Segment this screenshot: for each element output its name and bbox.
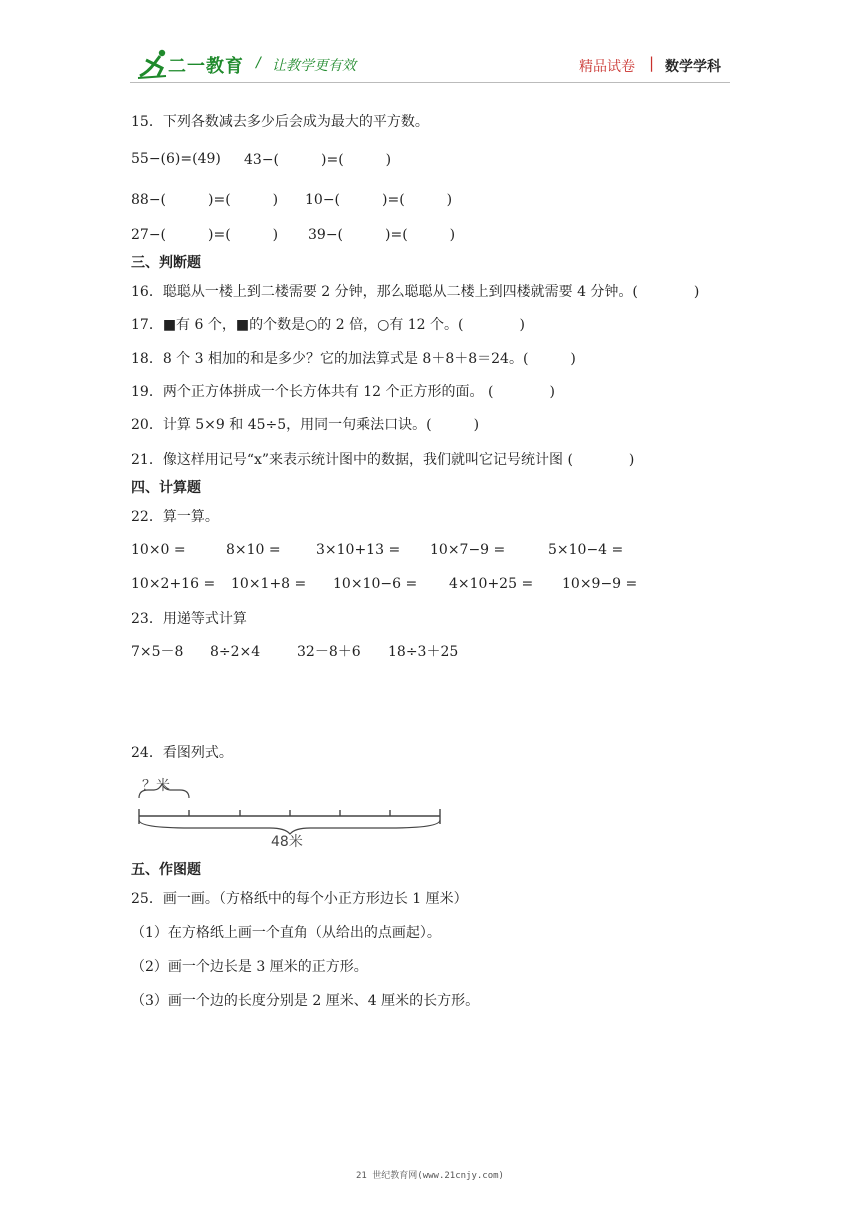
q22-r1-c1: 10×0 = bbox=[131, 542, 186, 558]
q18: 18．8 个 3 相加的和是多少？它的加法算式是 8＋8＋8＝24。( ) bbox=[131, 351, 576, 367]
q15-row2-a: 88−( )=( ) bbox=[131, 192, 279, 208]
page-header bbox=[0, 0, 860, 90]
header-divider bbox=[130, 82, 730, 83]
q22-r1-c3: 3×10+13 = bbox=[316, 542, 401, 558]
q22-title: 22．算一算。 bbox=[131, 509, 219, 525]
q23-item-3: 32－8＋6 bbox=[297, 644, 361, 660]
section-4-heading: 四、计算题 bbox=[131, 480, 201, 496]
q24-title: 24．看图列式。 bbox=[131, 745, 233, 761]
q25-part-3: （3）画一个边的长度分别是 2 厘米、4 厘米的长方形。 bbox=[131, 993, 480, 1009]
q15-row1-a: 55−(6)=(49) bbox=[131, 151, 221, 167]
q20: 20．计算 5×9 和 45÷5，用同一句乘法口诀。( ) bbox=[131, 417, 480, 433]
header-label-subject: 数学学科 bbox=[665, 59, 721, 75]
q25-part-2: （2）画一个边长是 3 厘米的正方形。 bbox=[131, 959, 368, 975]
q25-title: 25．画一画。（方格纸中的每个小正方形边长 1 厘米） bbox=[131, 891, 468, 907]
q17: 17．■有 6 个，■的个数是○的 2 倍，○有 12 个。( ) bbox=[131, 317, 525, 333]
section-5-heading: 五、作图题 bbox=[131, 862, 201, 878]
q23-item-2: 8÷2×4 bbox=[210, 644, 261, 660]
q22-r2-c4: 4×10+25 = bbox=[449, 576, 534, 592]
page-footer: 21 世纪教育网(www.21cnjy.com) bbox=[356, 1171, 504, 1181]
slogan: 让教学更有效 bbox=[272, 58, 356, 74]
q22-r1-c5: 5×10−4 = bbox=[548, 542, 624, 558]
q22-r1-c2: 8×10 = bbox=[226, 542, 281, 558]
q22-r2-c3: 10×10−6 = bbox=[333, 576, 418, 592]
q15-row2-b: 10−( )=( ) bbox=[305, 192, 453, 208]
q15-row3-a: 27−( )=( ) bbox=[131, 227, 279, 243]
q23-item-4: 18÷3＋25 bbox=[388, 644, 459, 660]
logo-text: 二一教育 bbox=[168, 56, 244, 77]
q16: 16．聪聪从一楼上到二楼需要 2 分钟，那么聪聪从二楼上到四楼就需要 4 分钟。( ) bbox=[131, 284, 700, 300]
segment-top-label: ？米 bbox=[142, 778, 170, 794]
q22-r2-c2: 10×1+8 = bbox=[231, 576, 307, 592]
q15-row1-b: 43−( )=( ) bbox=[244, 152, 392, 168]
q22-r2-c1: 10×2+16 = bbox=[131, 576, 216, 592]
q15-row3-b: 39−( )=( ) bbox=[308, 227, 456, 243]
section-3-heading: 三、判断题 bbox=[131, 255, 201, 271]
segment-diagram bbox=[130, 772, 450, 852]
q22-r1-c4: 10×7−9 = bbox=[430, 542, 506, 558]
q19: 19．两个正方体拼成一个长方体共有 12 个正方形的面。 ( ) bbox=[131, 384, 555, 400]
q23-item-1: 7×5－8 bbox=[131, 644, 184, 660]
slogan-separator: / bbox=[256, 55, 261, 71]
q23-title: 23．用递等式计算 bbox=[131, 611, 247, 627]
q15-title: 15．下列各数减去多少后会成为最大的平方数。 bbox=[131, 114, 429, 130]
segment-bottom-label: 48米 bbox=[271, 834, 303, 850]
header-label-premium: 精品试卷 bbox=[579, 59, 635, 75]
q21: 21．像这样用记号“x”来表示统计图中的数据，我们就叫它记号统计图 ( ) bbox=[131, 452, 635, 468]
q22-r2-c5: 10×9−9 = bbox=[562, 576, 638, 592]
header-separator: | bbox=[649, 54, 655, 72]
q25-part-1: （1）在方格纸上画一个直角（从给出的点画起）。 bbox=[131, 925, 441, 941]
